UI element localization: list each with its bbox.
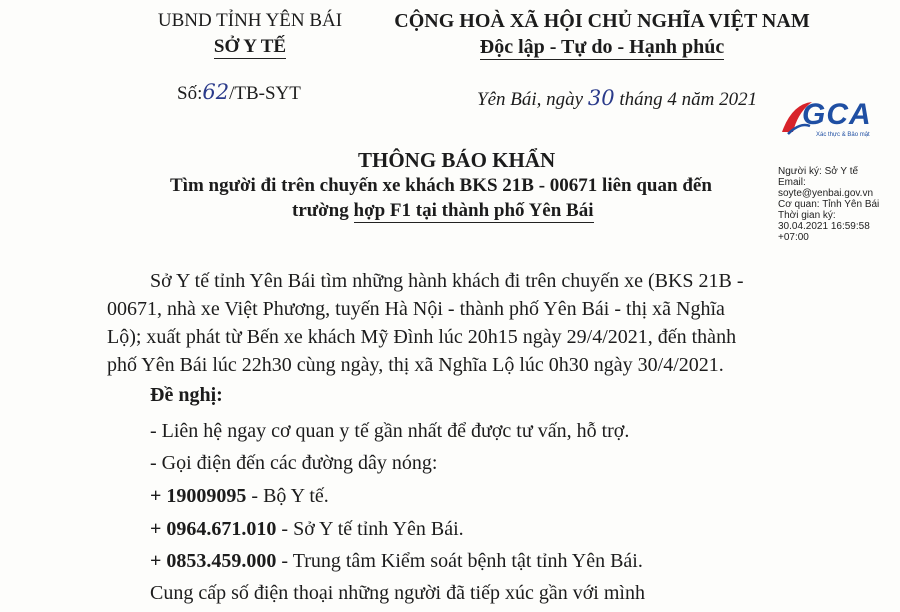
signature-agency: Cơ quan: Tỉnh Yên Bái — [778, 199, 880, 210]
body-line-3: Lộ); xuất phát từ Bến xe khách Mỹ Đình lúc 20h15 ngày 29/4/2021, đến thành — [107, 326, 737, 348]
signature-signer: Người ký: Sở Y tế — [778, 166, 859, 177]
signature-email-label: Email: — [778, 177, 806, 188]
hotline-ministry: + 19009095 - Bộ Y tế. — [150, 485, 329, 507]
body-line-1: Sở Y tế tỉnh Yên Bái tìm những hành khách đi trên chuyến xe (BKS 21B - — [150, 270, 744, 292]
department-name: SỞ Y TẾ — [213, 36, 287, 57]
national-motto: Độc lập - Tự do - Hạnh phúc — [479, 36, 725, 58]
request-item-hotlines: - Gọi điện đến các đường dây nóng: — [150, 452, 438, 474]
document-number-handwritten: 62 — [202, 80, 230, 104]
gca-logo-text: GCA — [802, 98, 872, 131]
nation-title: CỘNG HOÀ XÃ HỘI CHỦ NGHĨA VIỆT NAM — [394, 10, 810, 32]
digital-signature-info — [778, 166, 879, 243]
hotline-number: + 0964.671.010 — [150, 518, 277, 540]
signature-email: soyte@yenbai.gov.vn — [778, 188, 874, 199]
signature-time-label: Thời gian ký: — [778, 210, 836, 221]
body-line-2: 00671, nhà xe Việt Phương, tuyến Hà Nội - thành phố Yên Bái - thị xã Nghĩa — [107, 298, 725, 320]
notice-heading: THÔNG BÁO KHẨN — [358, 148, 556, 172]
hotline-cdc: + 0853.459.000 - Trung tâm Kiểm soát bệnh tật tỉnh Yên Bái. — [150, 550, 643, 572]
gca-logo — [778, 98, 888, 144]
signature-time: 30.04.2021 16:59:58 — [778, 221, 870, 232]
issue-date: Yên Bái, ngày 30 tháng 4 năm 2021 — [477, 86, 758, 110]
signature-timezone: +07:00 — [778, 232, 809, 243]
notice-subject-line-2: trường hợp F1 tại thành phố Yên Bái — [292, 200, 594, 221]
hotline-number: + 0853.459.000 — [150, 550, 277, 572]
document-number: Số:62/TB-SYT — [177, 80, 301, 104]
hotline-department: + 0964.671.010 - Sở Y tế tỉnh Yên Bái. — [150, 518, 464, 540]
body-closing-line: Cung cấp số điện thoại những người đã tiếp xúc gần với mình — [150, 582, 645, 604]
hotline-number: + 19009095 — [150, 485, 247, 507]
request-heading: Đề nghị: — [150, 384, 223, 406]
notice-subject-line-1: Tìm người đi trên chuyến xe khách BKS 21B - 00671 liên quan đến — [170, 175, 712, 196]
body-line-4: phố Yên Bái lúc 22h30 cùng ngày, thị xã Nghĩa Lộ lúc 0h30 ngày 30/4/2021. — [107, 354, 724, 376]
request-item-contact: - Liên hệ ngay cơ quan y tế gần nhất để được tư vấn, hỗ trợ. — [150, 420, 630, 442]
authority-name: UBND TỈNH YÊN BÁI — [157, 10, 343, 31]
issue-date-day-handwritten: 30 — [587, 86, 615, 110]
gca-logo-tagline: Xác thực & Bảo mật — [816, 132, 870, 138]
